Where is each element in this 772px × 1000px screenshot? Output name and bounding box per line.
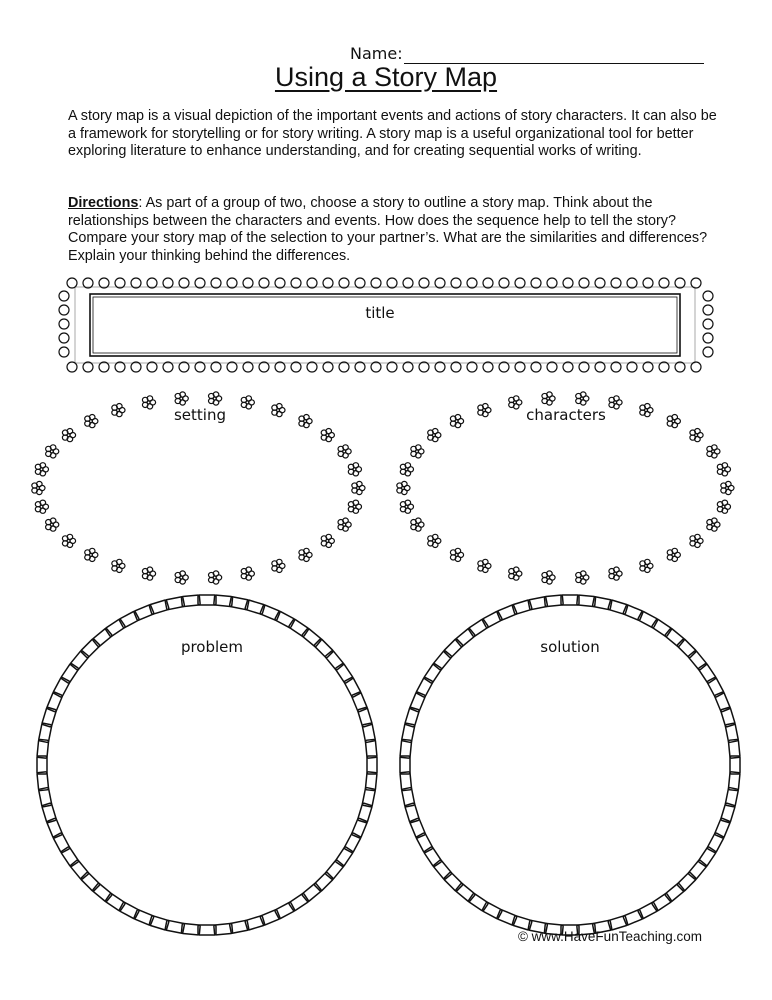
solution-box-label: solution	[540, 638, 600, 656]
name-label: Name:	[350, 44, 403, 63]
directions-label: Directions	[68, 195, 139, 211]
worksheet-title: Using a Story Map	[274, 62, 498, 92]
title-frame	[59, 278, 713, 372]
setting-box-label: setting	[173, 406, 226, 424]
problem-box-label: problem	[180, 638, 244, 656]
copyright-footer: © www.HaveFunTeaching.com	[517, 929, 702, 944]
directions-text: : As part of a group of two, choose a story to outline a story map. Think about the relationships between the characters and events. How does the sequence help to tell the story? Compare your story map of the selection to your partner’s. What are the similarities and differences? Explain your thinking behind the differences.	[68, 195, 708, 264]
intro-paragraph: A story map is a visual depiction of the important events and actions of story characters. It can also be a framework for storytelling or for story writing. A story map is a useful organizational tool for better exploring literature to enhance understanding, and for creating sequential works of writing.	[68, 108, 717, 159]
characters-box-label: characters	[526, 406, 606, 424]
title-box-label: title	[365, 304, 395, 322]
